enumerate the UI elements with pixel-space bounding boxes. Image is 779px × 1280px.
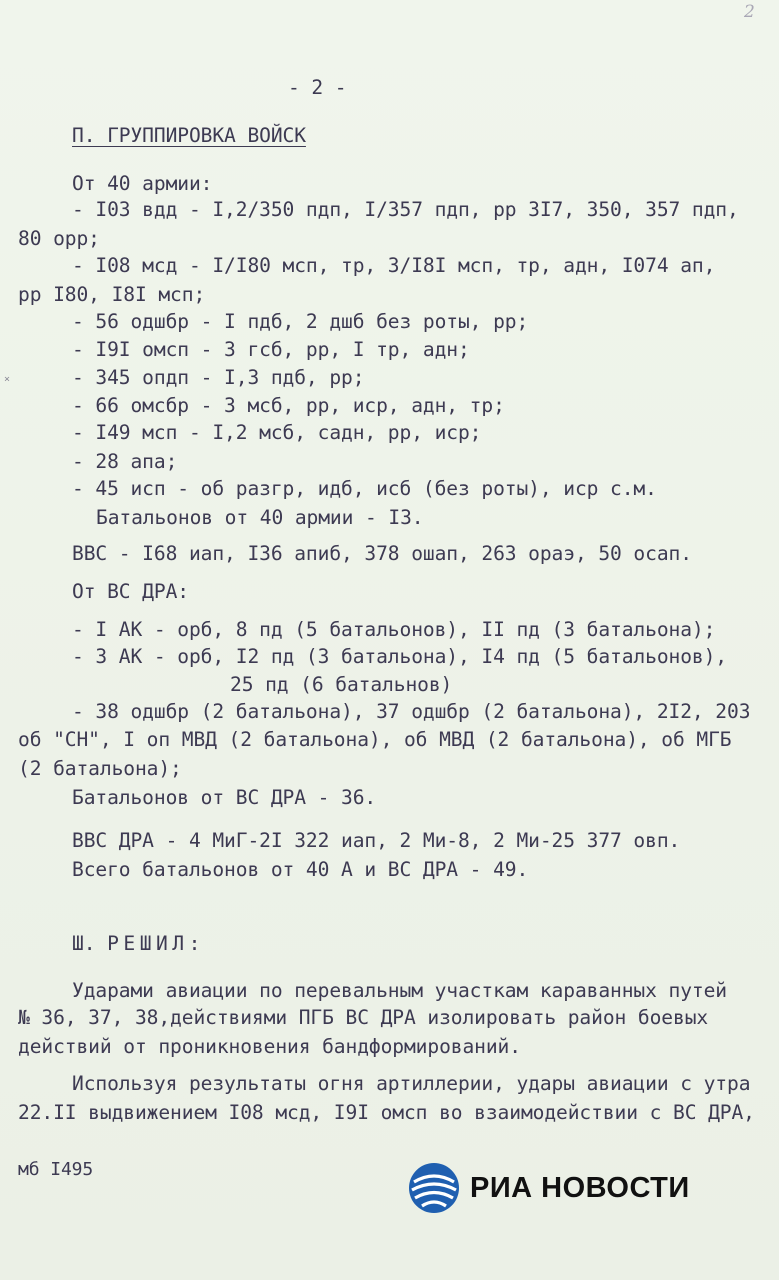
text-line: - I49 мсп - I,2 мсб, садн, рр, иср;	[72, 421, 482, 444]
from-vs-dra-label: От ВС ДРА:	[72, 580, 189, 603]
edge-tick-mark: ×	[4, 374, 11, 385]
text-line: - I9I омсп - 3 гсб, рр, I тр, адн;	[72, 338, 470, 361]
text-line: - 345 опдп - I,3 пдб, рр;	[72, 366, 365, 389]
vvs-dra-line: ВВС ДРА - 4 МиГ-2I 322 иап, 2 Ми-8, 2 Ми-25 377 овп.	[72, 829, 681, 852]
text-line: действий от проникновения бандформирований.	[18, 1035, 521, 1058]
footer-code: мб I495	[18, 1159, 94, 1180]
text-line: - I08 мсд - I/I80 мсп, тр, 3/I8I мсп, тр, адн, I074 ап,	[72, 254, 716, 277]
vvs-line: ВВС - I68 иап, I36 апиб, 378 ошап, 263 ораэ, 50 осап.	[72, 542, 692, 565]
text-line: Используя результаты огня артиллерии, удары авиации с утра	[72, 1072, 751, 1095]
section-heading-grouping: П. ГРУППИРОВКА ВОЙСК	[72, 124, 306, 147]
section-title: РЕШИЛ:	[107, 932, 205, 955]
text-line: - 56 одшбр - I пдб, 2 дшб без роты, рр;	[72, 310, 529, 333]
text-line: - 28 апа;	[72, 450, 178, 473]
text-line: об "СН", I оп МВД (2 батальона), об МВД (2 батальона), об МГБ	[18, 728, 732, 751]
from-40-army-label: От 40 армии:	[72, 172, 213, 195]
section-heading-decided	[72, 932, 205, 956]
text-line: 22.II выдвижением I08 мсд, I9I омсп во взаимодействии с ВС ДРА,	[18, 1101, 755, 1124]
text-line: № 36, 37, 38,действиями ПГБ ВС ДРА изолировать район боевых	[18, 1006, 709, 1029]
text-line: - 45 исп - об разгр, идб, исб (без роты), иср с.м.	[72, 477, 657, 500]
text-line: (2 батальона);	[18, 757, 182, 780]
text-line: 25 пд (6 батальнов)	[230, 673, 453, 696]
text-line: - I АК - орб, 8 пд (5 батальонов), II пд (3 батальона);	[72, 618, 716, 641]
page-number: - 2 -	[288, 76, 347, 99]
text-line: Ударами авиации по перевальным участкам караванных путей	[72, 979, 728, 1002]
battalions-vs-dra: Батальонов от ВС ДРА - 36.	[72, 786, 377, 809]
total-battalions-line: Всего батальонов от 40 А и ВС ДРА - 49.	[72, 858, 529, 881]
text-line: рр I80, I8I мсп;	[18, 283, 206, 306]
ria-globe-icon	[408, 1162, 460, 1214]
battalions-40-army: Батальонов от 40 армии - I3.	[96, 506, 424, 529]
text-line: - 38 одшбр (2 батальона), 37 одшбр (2 батальона), 2I2, 203	[72, 700, 751, 723]
ria-novosti-logo	[408, 1160, 690, 1216]
text-line: - 3 АК - орб, I2 пд (3 батальона), I4 пд (5 батальонов),	[72, 645, 728, 668]
corner-page-mark: 2	[744, 2, 755, 22]
text-line: - I03 вдд - I,2/350 пдп, I/357 пдп, рр 3I7, 350, 357 пдп,	[72, 198, 739, 221]
section-numeral: Ш.	[72, 932, 96, 955]
text-line: - 66 омсбр - 3 мсб, рр, иср, адн, тр;	[72, 394, 505, 417]
text-line: 80 орр;	[18, 227, 100, 250]
logo-text: РИА НОВОСТИ	[470, 1171, 690, 1204]
